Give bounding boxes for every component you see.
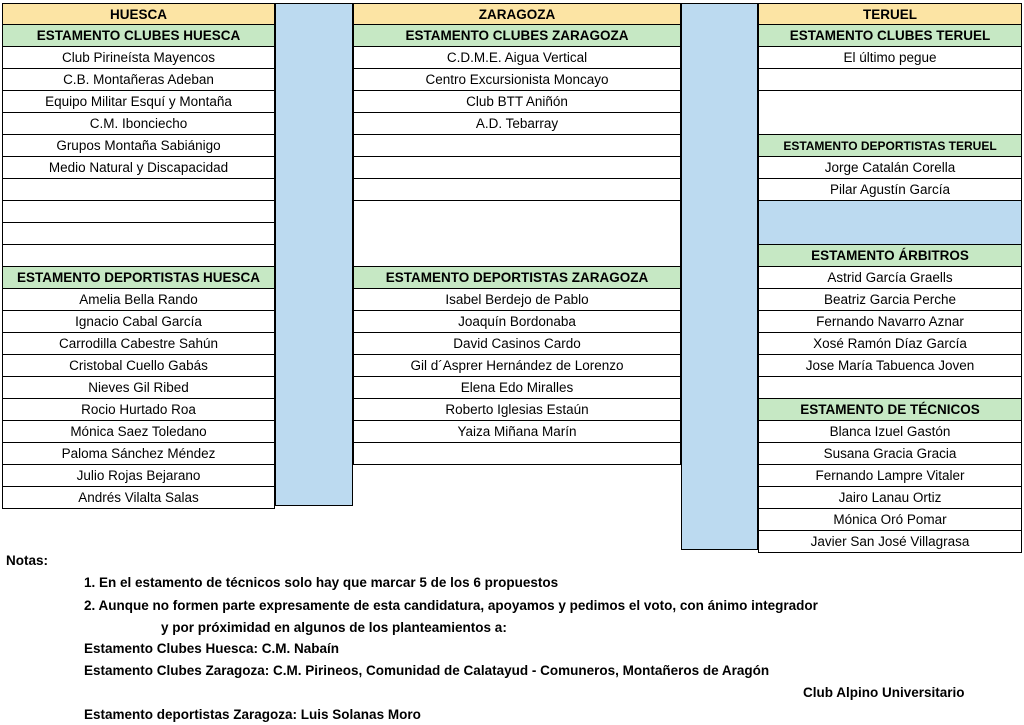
huesca-deportista: Andrés Vilalta Salas xyxy=(2,487,275,509)
tecnico: Fernando Lampre Vitaler xyxy=(758,465,1022,487)
huesca-deportistas-title: ESTAMENTO DEPORTISTAS HUESCA xyxy=(2,267,275,289)
zaragoza-deportistas-title: ESTAMENTO DEPORTISTAS ZARAGOZA xyxy=(353,267,681,289)
zaragoza-club: C.D.M.E. Aigua Vertical xyxy=(353,47,681,69)
zaragoza-deportista: Joaquín Bordonaba xyxy=(353,311,681,333)
tecnico: Jairo Lanau Ortiz xyxy=(758,487,1022,509)
huesca-deportista: Paloma Sánchez Méndez xyxy=(2,443,275,465)
note-huesca-clubs: Estamento Clubes Huesca: C.M. Nabaín xyxy=(84,641,340,656)
empty-cell xyxy=(758,69,1022,91)
huesca-club: C.M. Ibonciecho xyxy=(2,113,275,135)
zaragoza-club: Club BTT Aniñón xyxy=(353,91,681,113)
teruel-deportistas-title: ESTAMENTO DEPORTISTAS TERUEL xyxy=(758,135,1022,157)
arbitro: Jose María Tabuenca Joven xyxy=(758,355,1022,377)
huesca-club: Equipo Militar Esquí y Montaña xyxy=(2,91,275,113)
blank-band xyxy=(758,201,1022,245)
huesca-header: HUESCA xyxy=(2,3,275,25)
zaragoza-deportista: David Casinos Cardo xyxy=(353,333,681,355)
empty-cell xyxy=(353,135,681,157)
notes-title: Notas: xyxy=(6,553,49,568)
empty-cell xyxy=(2,245,275,267)
teruel-column xyxy=(758,3,1022,553)
huesca-club: C.B. Montañeras Adeban xyxy=(2,69,275,91)
note-zaragoza-clubs-continued: Club Alpino Universitario xyxy=(803,685,965,700)
zaragoza-clubs-title: ESTAMENTO CLUBES ZARAGOZA xyxy=(353,25,681,47)
note-1: 1. En el estamento de técnicos solo hay que marcar 5 de los 6 propuestos xyxy=(84,575,559,590)
huesca-deportista: Rocio Hurtado Roa xyxy=(2,399,275,421)
teruel-deportista: Jorge Catalán Corella xyxy=(758,157,1022,179)
teruel-deportista: Pilar Agustín García xyxy=(758,179,1022,201)
arbitro: Xosé Ramón Díaz García xyxy=(758,333,1022,355)
huesca-deportista: Carrodilla Cabestre Sahún xyxy=(2,333,275,355)
separator-band xyxy=(275,3,353,506)
huesca-club: Club Pirineísta Mayencos xyxy=(2,47,275,69)
huesca-deportista: Julio Rojas Bejarano xyxy=(2,465,275,487)
tecnico: Mónica Oró Pomar xyxy=(758,509,1022,531)
tecnicos-title: ESTAMENTO DE TÉCNICOS xyxy=(758,399,1022,421)
arbitro: Astrid García Graells xyxy=(758,267,1022,289)
arbitro: Fernando Navarro Aznar xyxy=(758,311,1022,333)
huesca-club: Grupos Montaña Sabiánigo xyxy=(2,135,275,157)
empty-cell xyxy=(2,223,275,245)
huesca-deportista: Ignacio Cabal García xyxy=(2,311,275,333)
tecnico: Javier San José Villagrasa xyxy=(758,531,1022,553)
zaragoza-header: ZARAGOZA xyxy=(353,3,681,25)
huesca-deportista: Nieves Gil Ribed xyxy=(2,377,275,399)
empty-cell xyxy=(353,443,681,465)
tecnico: Susana Gracia Gracia xyxy=(758,443,1022,465)
huesca-deportista: Amelia Bella Rando xyxy=(2,289,275,311)
zaragoza-deportista: Gil d´Asprer Hernández de Lorenzo xyxy=(353,355,681,377)
huesca-clubs-title: ESTAMENTO CLUBES HUESCA xyxy=(2,25,275,47)
empty-cell xyxy=(758,91,1022,135)
zaragoza-deportista: Roberto Iglesias Estaún xyxy=(353,399,681,421)
zaragoza-club: A.D. Tebarray xyxy=(353,113,681,135)
note-zaragoza-clubs: Estamento Clubes Zaragoza: C.M. Pirineos, Comunidad de Calatayud - Comuneros, Montañeros de Aragón xyxy=(84,663,770,678)
zaragoza-column xyxy=(353,3,681,465)
empty-cell xyxy=(353,157,681,179)
zaragoza-club: Centro Excursionista Moncayo xyxy=(353,69,681,91)
empty-cell xyxy=(758,377,1022,399)
zaragoza-deportista: Elena Edo Miralles xyxy=(353,377,681,399)
arbitros-title: ESTAMENTO ÁRBITROS xyxy=(758,245,1022,267)
huesca-deportista: Cristobal Cuello Gabás xyxy=(2,355,275,377)
teruel-club: El último pegue xyxy=(758,47,1022,69)
teruel-header: TERUEL xyxy=(758,3,1022,25)
empty-cell xyxy=(353,179,681,201)
empty-cell xyxy=(353,201,681,267)
zaragoza-deportista: Yaiza Miñana Marín xyxy=(353,421,681,443)
separator-band xyxy=(681,3,758,550)
note-2: 2. Aunque no formen parte expresamente de esta candidatura, apoyamos y pedimos el voto, con ánimo integrador xyxy=(84,598,818,613)
empty-cell xyxy=(2,179,275,201)
huesca-column xyxy=(2,3,275,509)
note-2-continued: y por próximidad en algunos de los planteamientos a: xyxy=(161,620,507,635)
huesca-club: Medio Natural y Discapacidad xyxy=(2,157,275,179)
empty-cell xyxy=(2,201,275,223)
teruel-clubs-title: ESTAMENTO CLUBES TERUEL xyxy=(758,25,1022,47)
zaragoza-deportista: Isabel Berdejo de Pablo xyxy=(353,289,681,311)
note-zaragoza-deportistas: Estamento deportistas Zaragoza: Luis Solanas Moro xyxy=(84,707,421,722)
tecnico: Blanca Izuel Gastón xyxy=(758,421,1022,443)
arbitro: Beatriz Garcia Perche xyxy=(758,289,1022,311)
huesca-deportista: Mónica Saez Toledano xyxy=(2,421,275,443)
